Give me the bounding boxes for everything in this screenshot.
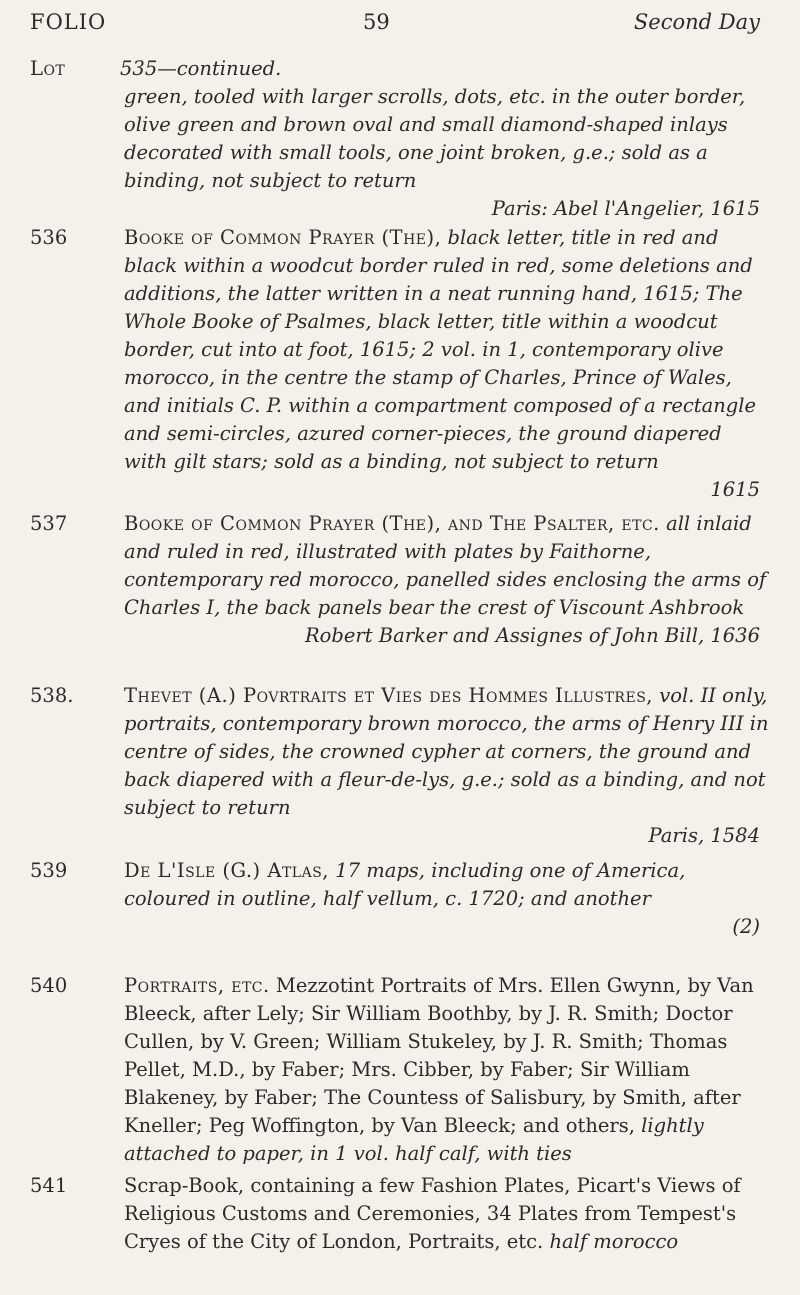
lot-imprint: Paris: Abel l'Angelier, 1615 <box>491 197 760 220</box>
lot-title: Scrap-Book, <box>124 1174 245 1197</box>
lot-number: 537 <box>30 512 68 535</box>
lot-number: 541 <box>30 1174 68 1197</box>
header-folio: FOLIO <box>30 10 107 34</box>
lot-description: Mezzotint Portraits of Mrs. Ellen Gwynn, by Van Bleeck, after Lely; Sir William Boothby, by J. R. Smith; Doctor Cullen, by V. Green; William Stukeley, by J. R. Smith; Thomas Pellet, M.D., by Faber; Mrs. Cibber, by Faber; Sir William Blakeney, by Faber; The Countess of Salisbury, by Smith, after Kneller; Peg Woffington, by Van Bleeck; and others, <box>124 974 754 1137</box>
lot-title: Thevet (A.) Povrtraits et Vies des Hommes Illustres, <box>124 684 653 707</box>
lot-536 <box>30 224 770 504</box>
lot-number: 539 <box>30 859 68 882</box>
lot-binding: half morocco <box>549 1230 679 1253</box>
lot-description: green, tooled with larger scrolls, dots, etc. in the outer border, olive green and brown oval and small diamond-shaped inlays decorated with small tools, one joint broken, g.e.; sold as a binding, not subject to return <box>124 85 746 192</box>
lot-binding: lightly attached to paper, in 1 vol. half calf, with ties <box>124 1114 704 1165</box>
lot-538 <box>30 682 770 850</box>
lot-title: De L'Isle (G.) Atlas, <box>124 859 329 882</box>
lot-description: containing a few Fashion Plates, Picart's Views of Religious Customs and Ceremonies, 34 Plates from Tempest's Cryes of the City of London, Portraits, etc. <box>124 1174 741 1253</box>
lot-imprint: Paris, 1584 <box>648 824 760 847</box>
lot-description: black letter, title in red and black within a woodcut border ruled in red, some deletions and additions, the latter written in a neat running hand, 1615; The Whole Booke of Psalmes, black letter, title within a woodcut border, cut into at foot, 1615; 2 vol. in 1, contemporary olive morocco, in the centre the stamp of Charles, Prince of Wales, and initials C. P. within a compartment composed of a rectangle and semi-circles, azured corner-pieces, the ground diapered with gilt stars; sold as a binding, not subject to return <box>124 226 757 473</box>
lot-540 <box>30 972 770 1168</box>
lot-number: 540 <box>30 974 68 997</box>
lot-imprint: Robert Barker and Assignes of John Bill, 1636 <box>304 624 760 647</box>
lot-number: 538. <box>30 684 74 707</box>
lot-prefix: Lot <box>30 57 66 80</box>
page-number: 59 <box>363 10 390 34</box>
lot-description: all inlaid and ruled in red, illustrated with plates by Faithorne, contemporary red morocco, panelled sides enclosing the arms of Charles I, the back panels bear the crest of Viscount Ashbrook <box>124 512 767 619</box>
lot-537 <box>30 510 770 650</box>
lot-539 <box>30 857 770 941</box>
lot-title: Booke of Common Prayer (The), and The Psalter, etc. <box>124 512 660 535</box>
header-day: Second Day <box>633 10 760 34</box>
lot-heading: 535—continued. <box>120 57 282 80</box>
lot-description: 17 maps, including one of America, coloured in outline, half vellum, c. 1720; and another <box>124 859 686 910</box>
lot-541 <box>30 1172 770 1256</box>
page-header <box>30 10 760 40</box>
lot-description: vol. II only, portraits, contemporary brown morocco, the arms of Henry III in centre of sides, the crowned cypher at corners, the ground and back diapered with a fleur-de-lys, g.e.; sold as a binding, and not subject to return <box>124 684 769 819</box>
lot-title: Portraits, etc. <box>124 974 270 997</box>
lot-count: (2) <box>732 915 760 938</box>
lot-imprint: 1615 <box>710 478 760 501</box>
lot-number: 536 <box>30 226 68 249</box>
lot-title: Booke of Common Prayer (The), <box>124 226 442 249</box>
lot-535 <box>30 55 770 223</box>
